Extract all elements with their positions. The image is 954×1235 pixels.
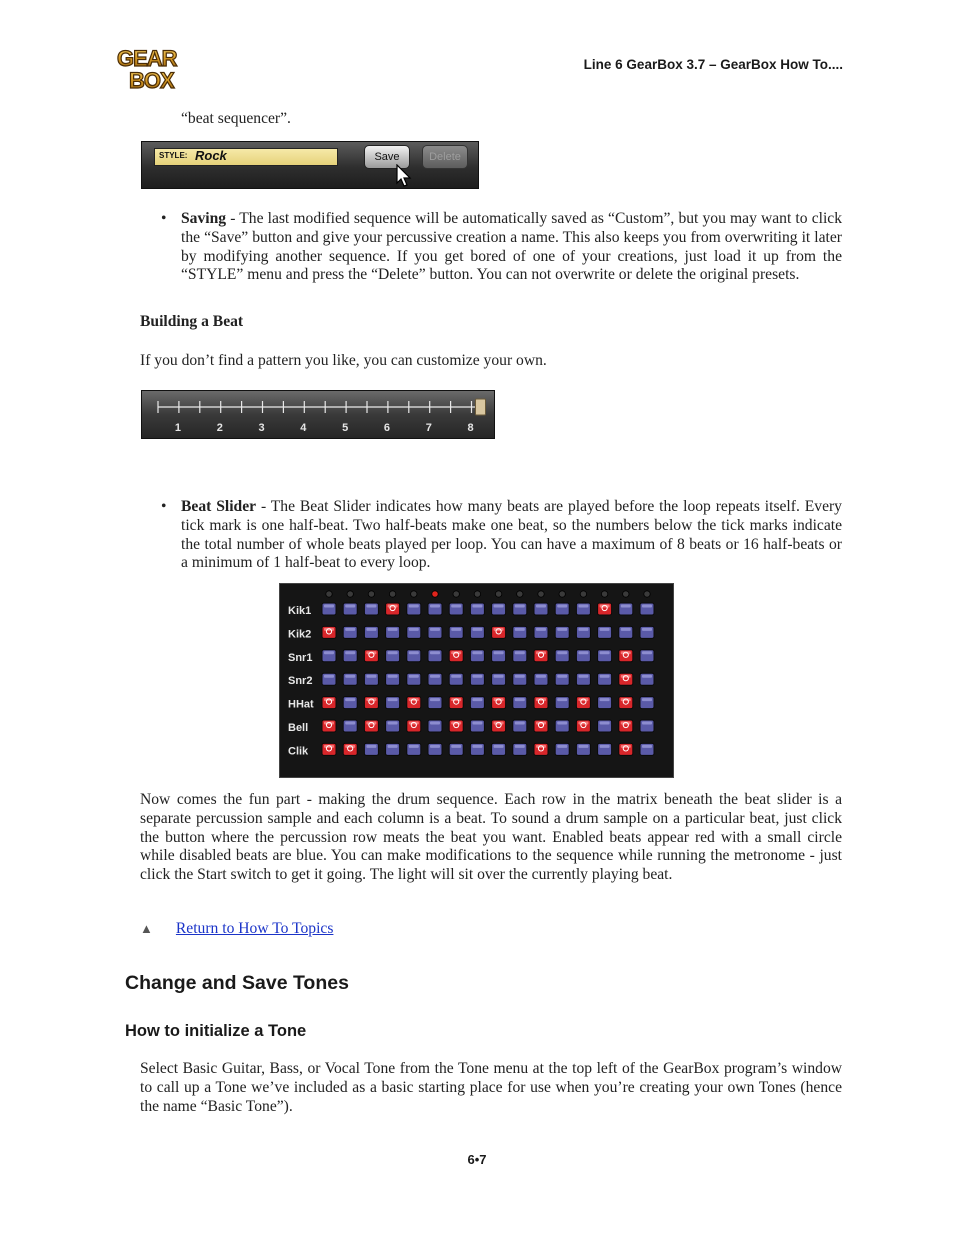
beat-button-highlight	[472, 628, 482, 631]
section-heading: Change and Save Tones	[125, 972, 349, 994]
beat-button-highlight	[430, 651, 440, 654]
matrix-row-label: Clik	[288, 745, 309, 758]
bullet-dot: •	[161, 498, 167, 515]
beat-button-highlight	[472, 675, 482, 678]
beat-button-highlight	[642, 628, 652, 631]
beat-button-highlight	[536, 675, 546, 678]
style-value: Rock	[195, 148, 227, 163]
beat-button-highlight	[621, 628, 631, 631]
beat-button-highlight	[642, 605, 652, 608]
beat-button-highlight	[366, 628, 376, 631]
beat-button-highlight	[621, 605, 631, 608]
beat-button-highlight	[388, 651, 398, 654]
beat-button-highlight	[451, 675, 461, 678]
saving-term: Saving	[181, 210, 227, 227]
style-label: STYLE:	[159, 151, 188, 160]
beat-slider-thumb[interactable]	[476, 399, 486, 415]
beat-button-highlight	[578, 745, 588, 748]
style-bar-screenshot	[141, 141, 479, 189]
delete-button[interactable]: Delete	[422, 145, 468, 169]
beat-button-highlight	[494, 651, 504, 654]
beat-button-highlight	[430, 675, 440, 678]
beat-light	[347, 591, 353, 597]
beat-button-highlight	[472, 745, 482, 748]
beat-button-highlight	[578, 605, 588, 608]
style-field[interactable]	[154, 148, 338, 166]
beat-slider-text: - The Beat Slider indicates how many beats are played before the loop repeats itself. Every tick mark is one half-beat. Two half-beats make one beat, so the numbers below the tick marks indicate the total number of whole beats played per loop. You can have a maximum of 8 beats or 16 half-beats or a minimum of 1 half-beat to every loop.	[181, 498, 842, 572]
save-button[interactable]: Save	[364, 145, 410, 169]
page-number: 6•7	[467, 1152, 487, 1167]
beat-button-highlight	[557, 605, 567, 608]
beat-button-highlight	[578, 651, 588, 654]
matrix-row-label: HHat	[288, 698, 314, 711]
beat-light	[601, 591, 607, 597]
beat-button-highlight	[388, 628, 398, 631]
beat-button-highlight	[430, 605, 440, 608]
beat-light	[495, 591, 501, 597]
fun-part-paragraph: Now comes the fun part - making the drum sequence. Each row in the matrix beneath the beat slider is a separate percussion sample and each column is a beat. To sound a drum sample on a particular beat, just click the button where the percussion row meats the beat you want. Enabled beats appear red with a small circle while disabled beats are blue. You can make modifications to the sequence while running the metronome - just click the Start switch to get it going. The light will sit over the currently playing beat.	[140, 791, 842, 884]
beat-button-highlight	[451, 628, 461, 631]
saving-text: - The last modified sequence will be automatically saved as “Custom”, but you may want to click the “Save” button and give your percussive creation a name. This also keeps you from overwriting it later by modifying another sequence. If you get bored of one of your creations, just load it up from the “STYLE” menu and press the “Delete” button. You can not overwrite or delete the original presets.	[181, 210, 842, 284]
beat-button-highlight	[515, 675, 525, 678]
beat-button-highlight	[388, 675, 398, 678]
beat-button-highlight	[472, 722, 482, 725]
matrix-row-label: Bell	[288, 722, 309, 734]
beat-button-highlight	[600, 722, 610, 725]
beat-button-highlight	[324, 605, 334, 608]
beat-button-highlight	[600, 745, 610, 748]
beat-button-highlight	[494, 605, 504, 608]
beat-light	[559, 591, 565, 597]
beat-button-highlight	[494, 745, 504, 748]
beat-button-highlight	[494, 675, 504, 678]
return-to-topics-link[interactable]: Return to How To Topics	[175, 920, 334, 937]
matrix-row-label: Kik1	[288, 605, 312, 617]
beat-button-highlight	[409, 651, 419, 654]
beat-light	[411, 591, 417, 597]
sub-heading: How to initialize a Tone	[125, 1022, 307, 1040]
beat-button-highlight	[472, 605, 482, 608]
beat-button-highlight	[557, 675, 567, 678]
intro-fragment: “beat sequencer”.	[181, 110, 291, 127]
beat-button-highlight	[557, 722, 567, 725]
slider-label: 5	[342, 422, 349, 434]
building-intro: If you don’t find a pattern you like, you can customize your own.	[140, 352, 547, 369]
drum-matrix-screenshot	[279, 583, 674, 778]
beat-button-highlight	[388, 722, 398, 725]
drum-matrix	[280, 584, 673, 777]
beat-button-highlight	[515, 698, 525, 701]
beat-button-highlight	[451, 605, 461, 608]
beat-button-highlight	[515, 745, 525, 748]
beat-button-highlight	[642, 651, 652, 654]
beat-button-highlight	[578, 675, 588, 678]
beat-button-highlight	[409, 628, 419, 631]
beat-button-highlight	[536, 605, 546, 608]
beat-button-highlight	[430, 722, 440, 725]
matrix-row-label: Snr1	[288, 651, 313, 664]
beat-button-highlight	[557, 651, 567, 654]
matrix-row-label: Snr2	[288, 675, 313, 688]
return-row	[140, 920, 333, 938]
beat-light	[580, 591, 586, 597]
beat-light	[644, 591, 650, 597]
beat-light	[326, 591, 332, 597]
init-paragraph: Select Basic Guitar, Bass, or Vocal Tone from the Tone menu at the top left of the GearBox program’s window to call up a Tone we’ve included as a basic starting place for use when you’re creating your own Tones (hence the name “Basic Tone”).	[140, 1060, 842, 1115]
beat-button-highlight	[324, 675, 334, 678]
building-heading: Building a Beat	[140, 313, 244, 330]
beat-light	[453, 591, 459, 597]
beat-light	[538, 591, 544, 597]
slider-label: 8	[467, 422, 474, 434]
beat-light	[517, 591, 523, 597]
bullet-dot: •	[161, 210, 167, 227]
beat-button-highlight	[515, 628, 525, 631]
beat-button-highlight	[515, 651, 525, 654]
beat-button-highlight	[578, 628, 588, 631]
cursor-arrow-icon	[396, 164, 412, 188]
beat-light-active	[432, 591, 438, 597]
beat-button-highlight	[345, 651, 355, 654]
svg-text:BOX: BOX	[129, 68, 174, 93]
slider-label: 3	[258, 422, 265, 434]
bullet-beat-slider	[161, 498, 842, 573]
beat-button-highlight	[430, 628, 440, 631]
beat-button-highlight	[324, 651, 334, 654]
beat-button-highlight	[366, 745, 376, 748]
beat-button-highlight	[345, 722, 355, 725]
beat-button-highlight	[430, 745, 440, 748]
slider-label: 2	[216, 422, 223, 434]
gearbox-logo	[113, 44, 205, 94]
beat-button-highlight	[515, 722, 525, 725]
beat-button-highlight	[642, 745, 652, 748]
beat-button-highlight	[388, 698, 398, 701]
slider-label: 4	[300, 422, 307, 434]
beat-button-highlight	[472, 698, 482, 701]
slider-label: 1	[174, 422, 182, 434]
beat-light	[368, 591, 374, 597]
beat-light	[623, 591, 629, 597]
beat-button-highlight	[366, 605, 376, 608]
beat-button-highlight	[642, 698, 652, 701]
beat-button-highlight	[366, 675, 376, 678]
beat-button-highlight	[600, 675, 610, 678]
beat-button-highlight	[345, 698, 355, 701]
beat-button-highlight	[600, 628, 610, 631]
svg-text:GEAR: GEAR	[117, 46, 177, 71]
beat-button-highlight	[557, 745, 567, 748]
beat-button-highlight	[600, 651, 610, 654]
beat-light	[474, 591, 480, 597]
beat-button-highlight	[642, 722, 652, 725]
beat-button-highlight	[388, 745, 398, 748]
slider-label: 7	[425, 422, 432, 434]
beat-slider-track[interactable]	[142, 391, 494, 438]
beat-light	[389, 591, 395, 597]
beat-slider-screenshot	[141, 390, 495, 439]
matrix-row-label: Kik2	[288, 628, 312, 641]
bullet-saving	[161, 210, 842, 285]
beat-button-highlight	[409, 605, 419, 608]
beat-button-highlight	[345, 675, 355, 678]
up-triangle-icon: ▲	[140, 921, 153, 936]
beat-button-highlight	[642, 675, 652, 678]
beat-button-highlight	[345, 628, 355, 631]
beat-button-highlight	[345, 605, 355, 608]
beat-button-highlight	[600, 698, 610, 701]
beat-button-highlight	[430, 698, 440, 701]
beat-slider-term: Beat Slider	[181, 498, 257, 515]
beat-button-highlight	[409, 675, 419, 678]
running-title: Line 6 GearBox 3.7 – GearBox How To....	[583, 57, 843, 72]
beat-button-highlight	[472, 651, 482, 654]
beat-button-highlight	[451, 745, 461, 748]
beat-button-highlight	[536, 628, 546, 631]
beat-button-highlight	[409, 745, 419, 748]
beat-button-highlight	[557, 628, 567, 631]
slider-label: 6	[383, 422, 391, 434]
beat-button-highlight	[557, 698, 567, 701]
beat-button-highlight	[515, 605, 525, 608]
